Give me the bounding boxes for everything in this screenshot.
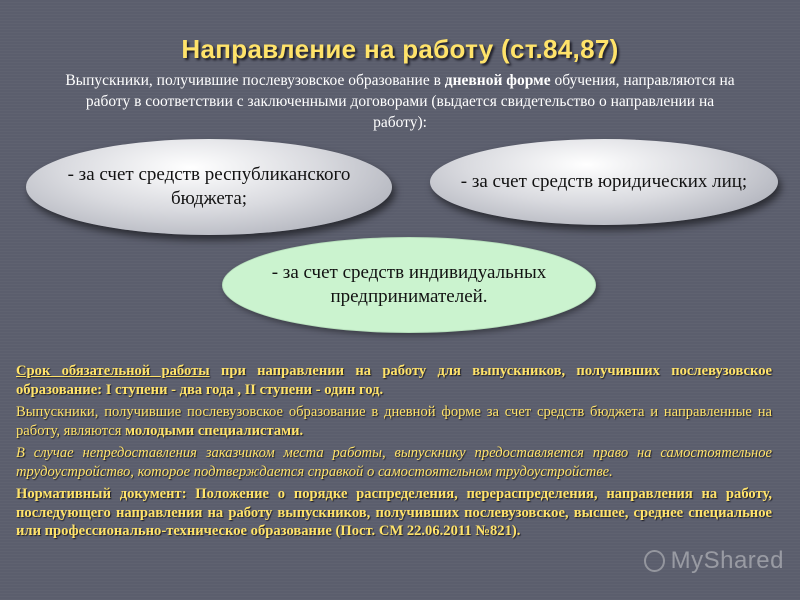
young-specialists-paragraph: [16, 403, 772, 440]
intro-text-end: обучения, направляются на работу в соответствии с заключенными договорами (выдается свидетельство о направлении на работу):: [85, 72, 735, 131]
watermark-logo: [644, 546, 784, 576]
work-term-text: при направлении на работу для выпускников, получивших послевузовское образование: I ступени - два года , II ступени - один год.: [16, 363, 772, 398]
intro-text-start: Выпускники, получившие послевузовское образование в: [65, 72, 445, 89]
body-text: [16, 362, 772, 545]
young-specialists-emphasis: молодыми специалистами.: [125, 422, 304, 439]
young-specialists-text: Выпускники, получившие послевузовское образование в дневной форме за счет средств бюджета и направленные на работу, являются: [16, 404, 772, 439]
self-employment-paragraph: В случае непредоставления заказчиком места работы, выпускнику предоставляется право на самостоятельное трудоустройство, которое подтверждается справкой о самостоятельном трудоустройстве.: [16, 445, 772, 480]
watermark-icon: [644, 550, 665, 572]
slide-title: Направление на работу (ст.84,87): [181, 34, 619, 64]
watermark-text: MyShared: [670, 547, 784, 574]
work-term-paragraph: [16, 362, 772, 399]
funding-entrepreneurs-label: - за счет средств индивидуальных предпринимателей.: [271, 262, 547, 307]
normative-document-paragraph: Нормативный документ: Положение о порядке распределения, перераспределения, направления на работу, последующего направления на работу выпускников, получивших послевузовское, высшее, среднее специальное или профессионально-техническое образование (Пост. СМ 22.06.2011 №821).: [16, 486, 772, 539]
funding-legal-entities-oval: [430, 139, 778, 225]
work-term-label: Срок обязательной работы: [16, 363, 210, 379]
intro-paragraph: [60, 70, 740, 133]
funding-entrepreneurs-oval: [222, 237, 596, 333]
intro-emphasis: дневной форме: [444, 72, 551, 89]
funding-republican-label: - за счет средств республиканского бюджета;: [67, 164, 351, 209]
funding-legal-entities-label: - за счет средств юридических лиц;: [460, 171, 748, 192]
funding-republican-oval: [26, 139, 392, 235]
